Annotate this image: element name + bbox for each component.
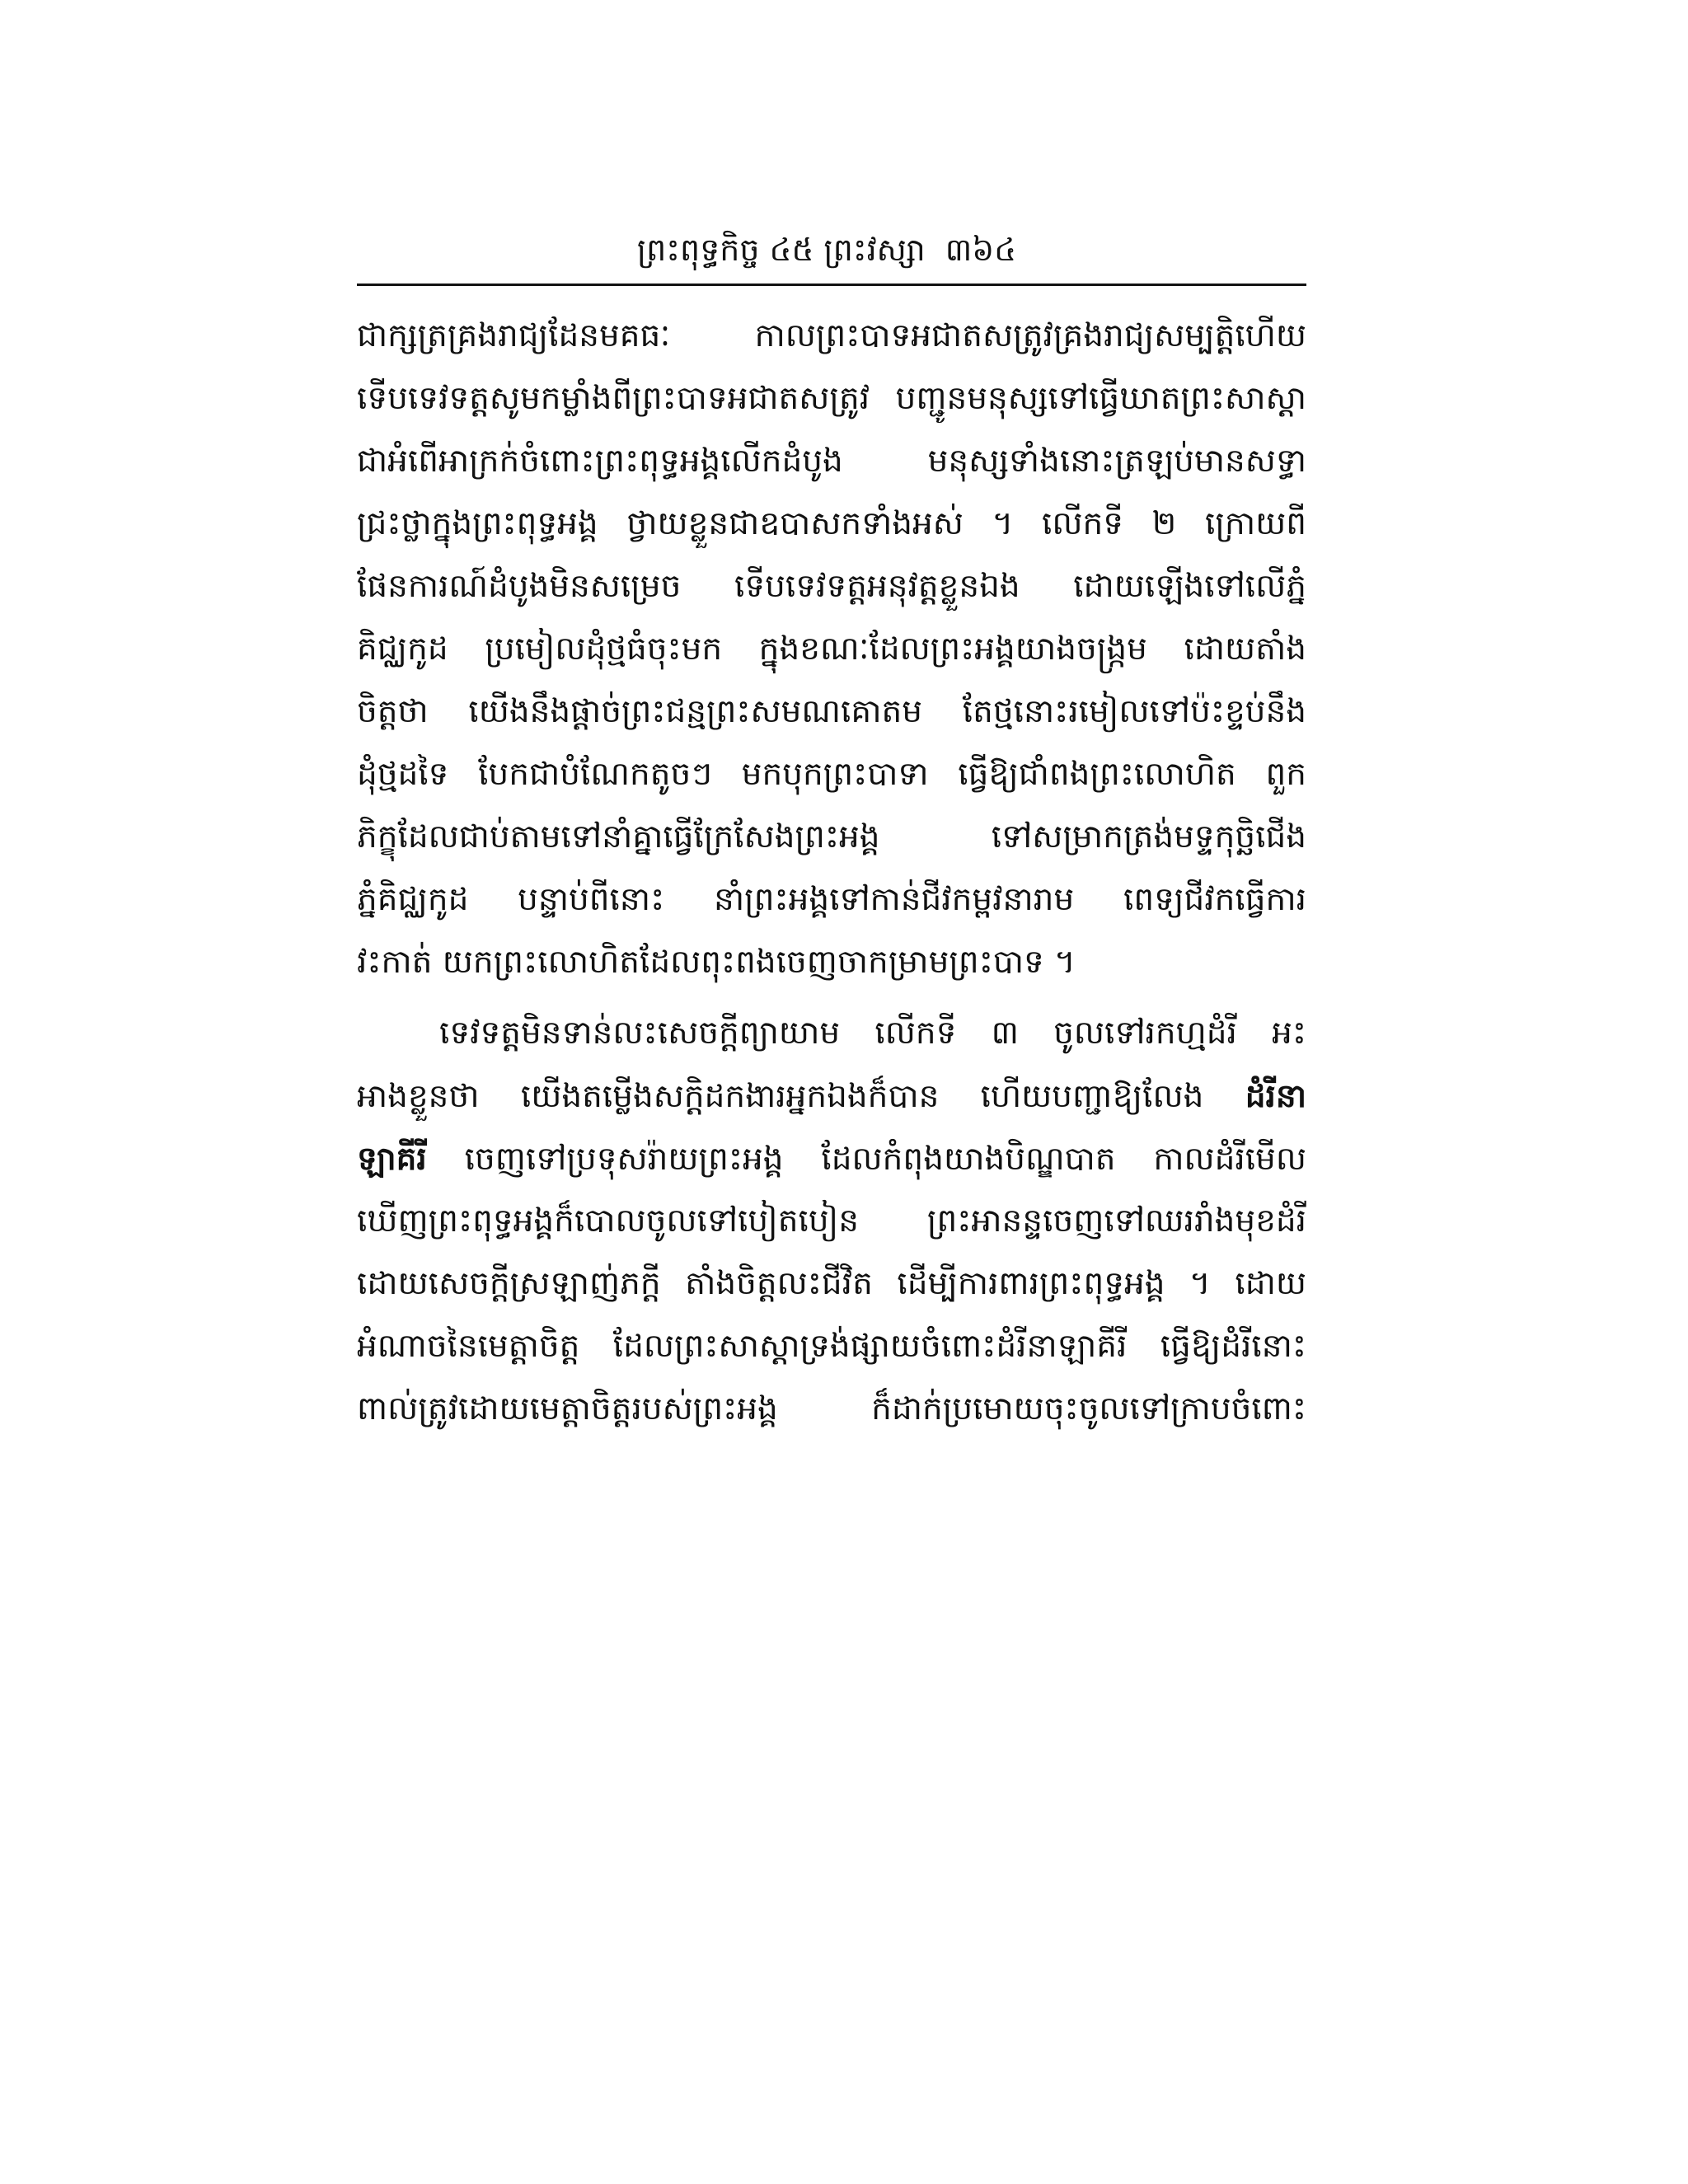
text-line: ពាល់ត្រូវដោយមេត្តាចិត្តរបស់ព្រះអង្គ ក៏ដាក់ប្រមោយចុះចូលទៅក្រាបចំពោះ	[357, 1390, 1306, 1427]
text-line	[357, 1065, 1306, 1127]
text-line	[357, 1127, 1306, 1190]
text-line: វះកាត់ យកព្រះលោហិតដែលពុះពងចេញចាកម្រាមព្រះបាទ ។	[357, 944, 1076, 981]
text-line: ភិក្ខុដែលជាប់តាមទៅនាំគ្នាធ្វើក្រែសែងព្រះអង្គ ទៅសម្រាកត្រង់មទ្ទកុច្ឆិជើង	[357, 818, 1306, 855]
text-line: ទើបទេវទត្តសូមកម្លាំងពីព្រះបាទអជាតសត្រូវ បញ្ជូនមនុស្សទៅធ្វើឃាតព្រះសាស្ដា	[357, 380, 1306, 417]
text-line: ដោយសេចក្ដីស្រឡាញ់ភក្ដី តាំងចិត្តលះជីវិត ដើម្បីការពារព្រះពុទ្ធអង្គ ។ ដោយ	[357, 1265, 1306, 1302]
elephant-name-bold: ឡាគីរី	[357, 1140, 427, 1178]
paragraph-2	[357, 1002, 1306, 1441]
text-line: ជ្រះថ្លាក្នុងព្រះពុទ្ធអង្គ ថ្វាយខ្លួនជាឧបាសកទាំងអស់ ។ លើកទី ២ ក្រោយពី	[357, 505, 1306, 542]
text-run: ចេញទៅប្រទុសរ៉ាយព្រះអង្គ ដែលកំពុងយាងបិណ្ឌបាត កាលដំរីមើល	[426, 1141, 1306, 1178]
text-line: ផែនការណ៍ដំបូងមិនសម្រេច ទើបទេវទត្តអនុវត្តខ្លួនឯង ដោយឡើងទៅលើភ្នំ	[357, 568, 1306, 605]
text-line: ទេវទត្តមិនទាន់លះសេចក្ដីព្យាយាម លើកទី ៣ ចូលទៅរកហ្មដំរី អះ	[439, 1015, 1306, 1052]
text-line: ឃើញព្រះពុទ្ធអង្គក៏បោលចូលទៅបៀតបៀន ព្រះអានន្ទចេញទៅឈររាំងមុខដំរី	[357, 1202, 1306, 1240]
text-run: អាងខ្លួនថា យើងតម្លើងសក្ដិដកងារអ្នកឯងក៏បាន ហើយបញ្ជាឱ្យលែង	[357, 1078, 1245, 1115]
text-line: ជាអំពើអាក្រក់ចំពោះព្រះពុទ្ធអង្គលើកដំបូង មនុស្សទាំងនោះត្រឡប់មានសទ្ធា	[357, 443, 1306, 480]
text-line: ចិត្តថា យើងនឹងផ្ដាច់ព្រះជន្មព្រះសមណគោតម តែថ្មនោះរមៀលទៅប៉ះខ្ទប់នឹង	[357, 693, 1306, 730]
body-text	[357, 305, 1306, 1441]
text-line: ដុំថ្មដទៃ បែកជាបំណែកតូចៗ មកបុកព្រះបាទា ធ្វើឱ្យជាំពងព្រះលោហិត ពួក	[357, 756, 1306, 793]
elephant-name-bold: ដំរីនា	[1245, 1077, 1306, 1115]
header-divider	[357, 284, 1306, 286]
text-line: គិជ្ឈកូដ ប្រមៀលដុំថ្មធំចុះមក ក្នុងខណៈដែលព្រះអង្គយាងចង្ក្រម ដោយតាំង	[357, 630, 1306, 668]
text-line: ជាក្សត្រគ្រងរាជ្យដែនមគធៈ កាលព្រះបាទអជាតសត្រូវគ្រងរាជ្យសម្បត្តិហើយ	[357, 317, 1306, 354]
text-line: អំណាចនៃមេត្តាចិត្ត ដែលព្រះសាស្ដាទ្រង់ផ្សាយចំពោះដំរីនាឡាគីរី ធ្វើឱ្យដំរីនោះ	[357, 1328, 1306, 1365]
paragraph-1	[357, 305, 1306, 994]
running-header: ព្រះពុទ្ធកិច្ច ៤៥ ព្រះវស្សា ៣៦៤	[636, 232, 1027, 268]
text-line: ភ្នំគិជ្ឈកូដ បន្ទាប់ពីនោះ នាំព្រះអង្គទៅកាន់ជីវកម្ពវនារាម ពេទ្យជីវកធ្វើការ	[357, 881, 1306, 918]
paragraph-gap	[357, 994, 1306, 1002]
